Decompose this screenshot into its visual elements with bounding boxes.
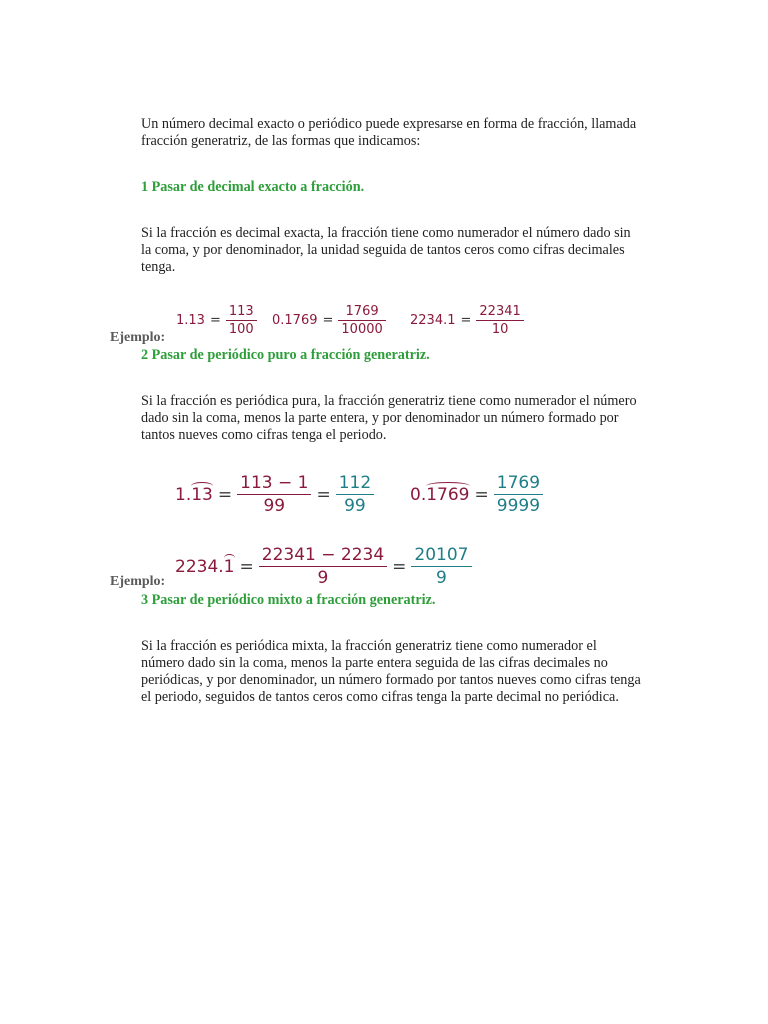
example-1-3-fraction — [476, 304, 523, 337]
example-1-1-lhs: 1.13 — [176, 313, 205, 328]
example-2-2-fraction — [494, 473, 543, 516]
example-2-1-fraction-b — [336, 473, 374, 516]
section-1-heading: 1 Pasar de decimal exacto a fracción. — [141, 179, 365, 195]
example-2-2 — [410, 473, 543, 516]
numerator: 22341 — [476, 304, 523, 321]
numerator: 20107 — [411, 545, 471, 567]
period-digits: 1769 — [426, 484, 470, 505]
denominator: 9999 — [496, 496, 541, 516]
equals-sign: = — [217, 484, 233, 505]
intro-paragraph: Un número decimal exacto o periódico puede expresarse en forma de fracción, llamada fracción generatriz, de las formas que indicamos: — [141, 116, 637, 149]
equals-sign: = — [460, 313, 472, 328]
example-1-3 — [410, 304, 524, 337]
section-2-heading: 2 Pasar de periódico puro a fracción generatriz. — [141, 347, 430, 363]
equals-sign: = — [474, 484, 489, 505]
example-2-3-fraction-a — [259, 545, 387, 588]
section-3-heading: 3 Pasar de periódico mixto a fracción generatriz. — [141, 592, 436, 608]
denominator: 99 — [263, 496, 286, 516]
equals-sign: = — [209, 313, 221, 328]
example-2-1-fraction-a — [237, 473, 311, 516]
denominator: 9 — [317, 568, 329, 588]
section-1-body: Si la fracción es decimal exacta, la fracción tiene como numerador el número dado sin la coma, y por denominador, la unidad seguida de tantos ceros como cifras decimales tenga. — [141, 225, 631, 275]
example-1-2 — [272, 304, 386, 337]
equals-sign: = — [239, 556, 254, 577]
equals-sign: = — [322, 313, 334, 328]
denominator: 10000 — [341, 322, 383, 337]
integer-part: 0. — [410, 484, 427, 505]
equals-sign: = — [316, 484, 331, 505]
integer-part: 2234. — [175, 556, 224, 577]
example-1-3-lhs: 2234.1 — [410, 313, 456, 328]
numerator: 1769 — [494, 473, 543, 495]
example-2-1 — [175, 473, 374, 516]
example-2-2-lhs — [410, 485, 470, 505]
equals-sign: = — [392, 556, 407, 577]
example-1-1-fraction — [226, 304, 257, 337]
integer-part: 1. — [175, 484, 192, 505]
denominator: 10 — [491, 322, 509, 337]
example-label-2: Ejemplo: — [110, 574, 166, 589]
example-2-1-lhs — [175, 485, 213, 505]
example-2-3-lhs — [175, 557, 235, 577]
period-digits: 13 — [191, 484, 213, 505]
numerator: 1769 — [338, 304, 385, 321]
period-digits: 1 — [223, 556, 235, 577]
example-1-2-fraction — [338, 304, 385, 337]
example-1-2-lhs: 0.1769 — [272, 313, 318, 328]
example-2-3 — [175, 545, 472, 588]
denominator: 100 — [228, 322, 254, 337]
denominator: 9 — [436, 568, 447, 588]
section-3-body: Si la fracción es periódica mixta, la fracción generatriz tiene como numerador el número dado sin la coma, menos la parte entera seguida de las cifras decimales no periódicas, y por denominador, un número formado por tantos nueves como cifras tenga el periodo, seguidos de tantos ceros como cifras tenga la parte decimal no periódica. — [141, 638, 641, 705]
numerator: 112 — [336, 473, 374, 495]
numerator: 22341 − 2234 — [259, 545, 387, 567]
example-2-3-fraction-b — [411, 545, 471, 588]
denominator: 99 — [344, 496, 366, 516]
numerator: 113 − 1 — [237, 473, 311, 495]
numerator: 113 — [226, 304, 257, 321]
example-label-1: Ejemplo: — [110, 330, 166, 345]
section-2-body: Si la fracción es periódica pura, la fracción generatriz tiene como numerador el número dado sin la coma, menos la parte entera, y por denominador un número formado por tantos nueves como cifras tenga el periodo. — [141, 393, 637, 443]
example-1-1 — [176, 304, 257, 337]
